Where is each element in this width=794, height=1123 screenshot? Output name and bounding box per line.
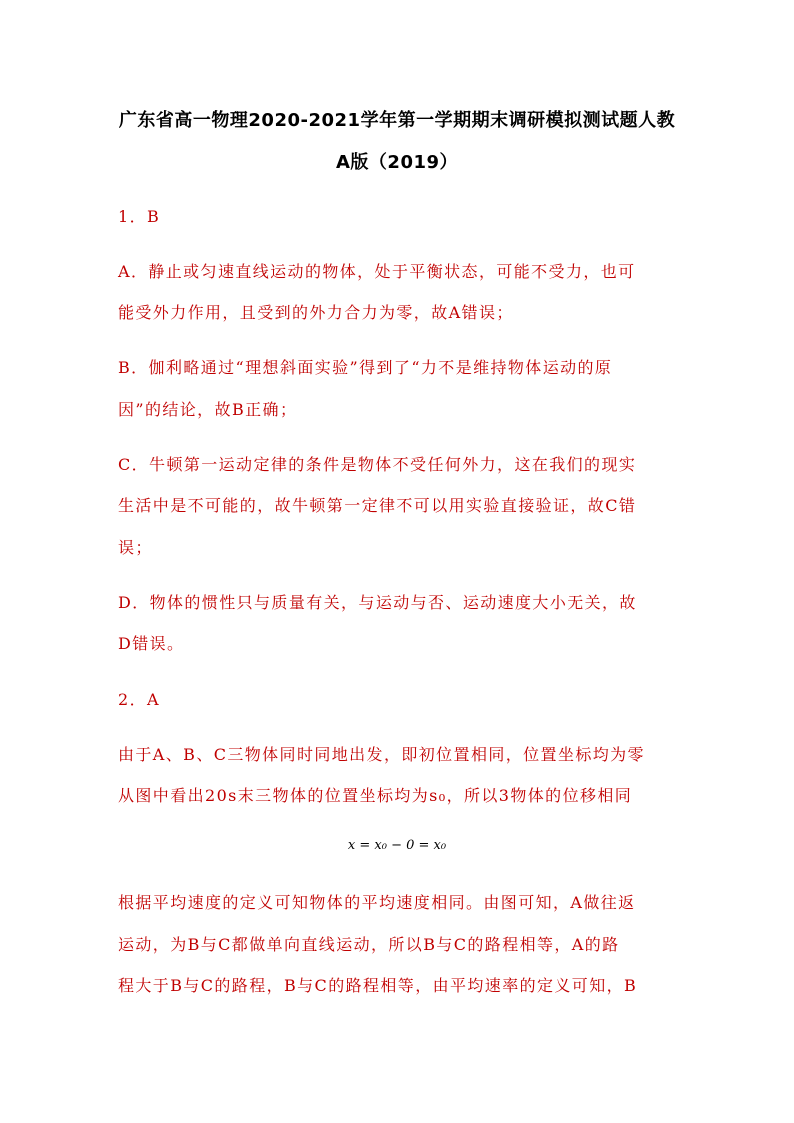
answer-1-option-b-line1: B．伽利略通过“理想斜面实验”得到了“力不是维持物体运动的原 <box>118 358 613 377</box>
displacement-formula: x = x₀ − 0 = x₀ <box>347 838 447 853</box>
answer-1-option-a-line2: 能受外力作用，且受到的外力合力为零，故A错误； <box>118 303 514 322</box>
answer-1-option-d-line2: D错误。 <box>118 634 185 653</box>
answer-1-option-c-line2: 生活中是不可能的，故牛顿第一定律不可以用实验直接验证，故C错 <box>118 496 637 515</box>
answer-2-paragraph1-line2: 从图中看出20s末三物体的位置坐标均为s₀，所以3物体的位移相同 <box>118 786 633 805</box>
answer-2-paragraph2-line3: 程大于B与C的路程，B与C的路程相等，由平均速率的定义可知，B <box>118 976 638 995</box>
answer-2-paragraph1-line1: 由于A、B、C三物体同时同地出发，即初位置相同，位置坐标均为零 <box>118 745 645 764</box>
document-title-line1: 广东省高一物理2020-2021学年第一学期期末调研模拟测试题人教 <box>118 110 676 131</box>
document-title-line2: A版（2019） <box>335 152 459 173</box>
answer-1-option-c-line1: C．牛顿第一运动定律的条件是物体不受任何外力，这在我们的现实 <box>118 455 637 474</box>
answer-2-paragraph2-line1: 根据平均速度的定义可知物体的平均速度相同。由图可知，A做往返 <box>118 893 636 912</box>
answer-2-heading: 2．A <box>118 690 160 709</box>
answer-1-option-a-line1: A．静止或匀速直线运动的物体，处于平衡状态，可能不受力，也可 <box>118 262 636 281</box>
answer-1-heading: 1．B <box>118 207 161 226</box>
answer-1-option-c-line3: 误； <box>118 538 153 557</box>
answer-1-option-d-line1: D．物体的惯性只与质量有关，与运动与否、运动速度大小无关，故 <box>118 593 637 612</box>
answer-1-option-b-line2: 因”的结论，故B正确； <box>118 400 298 419</box>
answer-2-paragraph2-line2: 运动，为B与C都做单向直线运动，所以B与C的路程相等，A的路 <box>118 935 620 954</box>
